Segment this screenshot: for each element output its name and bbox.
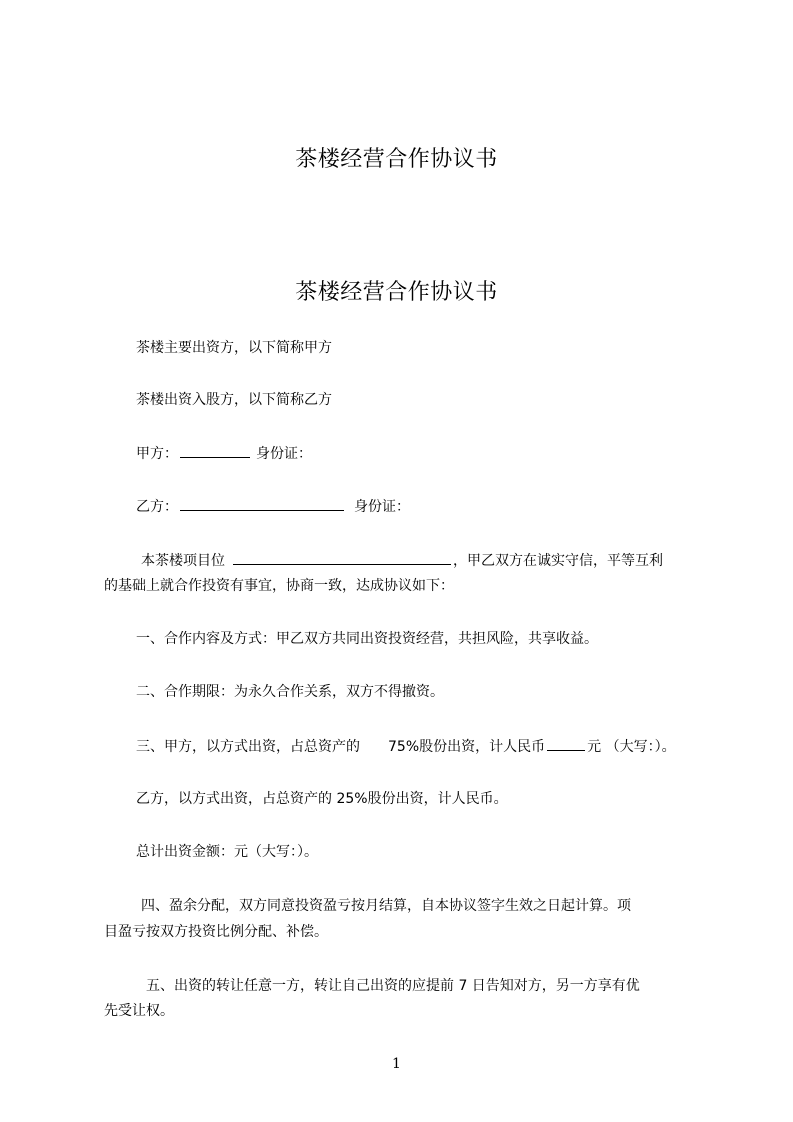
- document-title: 茶楼经营合作协议书: [295, 280, 498, 305]
- total-investment: 总计出资金额：元（大写：）。: [136, 844, 318, 860]
- clause-2: 二、合作期限：为永久合作关系，双方不得撤资。: [136, 684, 444, 700]
- clause-3-suffix: 元 （大写：）。: [587, 739, 676, 755]
- clause-5-line-2: 先受让权。: [104, 1003, 174, 1019]
- party-a-label: 甲方：: [136, 446, 178, 462]
- clause-1: 一、合作内容及方式：甲乙双方共同出资投资经营，共担风险，共享收益。: [136, 631, 598, 647]
- clause-4-line-2: 目盈亏按双方投资比例分配、补偿。: [104, 924, 328, 940]
- party-a-id-label: 身份证：: [256, 446, 312, 462]
- amount-blank: [547, 736, 585, 751]
- clause-5-line-1: 五、出资的转让任意一方，转让自己出资的应提前 7 日告知对方，另一方享有优: [146, 978, 640, 994]
- clause-3-prefix: 三、甲方，以方式出资，占总资产的: [136, 739, 360, 755]
- intro-line-1: [141, 550, 663, 571]
- party-b-line: [136, 496, 410, 517]
- clause-3-party-a: [136, 736, 676, 757]
- party-a-definition: 茶楼主要出资方，以下简称甲方: [136, 340, 332, 356]
- intro-prefix: 本茶楼项目位: [141, 553, 225, 569]
- clause-4-line-1: 四、盈余分配，双方同意投资盈亏按月结算，自本协议签字生效之日起计算。项: [141, 898, 631, 914]
- party-a-name-blank: [180, 443, 250, 458]
- party-b-definition: 茶楼出资入股方，以下简称乙方: [136, 392, 332, 408]
- clause-3-party-b: 乙方，以方式出资，占总资产的 25%股份出资，计人民币。: [136, 791, 508, 807]
- page-number: 1: [392, 1056, 401, 1072]
- intro-line-2: 的基础上就合作投资有事宜，协商一致，达成协议如下：: [104, 578, 454, 594]
- intro-suffix: ，甲乙双方在诚实守信，平等互利: [453, 553, 663, 569]
- cover-title: 茶楼经营合作协议书: [295, 147, 498, 172]
- project-location-blank: [233, 550, 451, 565]
- party-b-id-label: 身份证：: [354, 499, 410, 515]
- party-b-label: 乙方：: [136, 499, 178, 515]
- party-b-name-blank: [180, 496, 344, 511]
- clause-3-share: 75%股份出资，计人民币: [388, 739, 546, 755]
- party-a-line: [136, 443, 312, 464]
